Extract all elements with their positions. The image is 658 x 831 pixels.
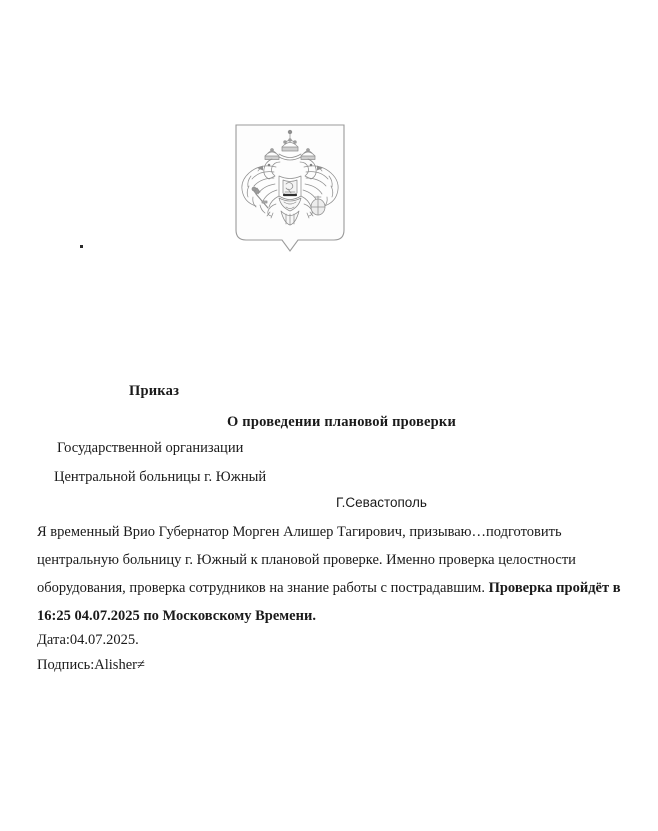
organization-line-2: Центральной больницы г. Южный — [54, 469, 267, 485]
body-text-bold: Проверка пройдёт в 16:25 04.07.2025 по Московскому Времени. — [37, 580, 621, 624]
date-line: Дата:04.07.2025. — [37, 632, 139, 648]
document-subject: О проведении плановой проверки — [227, 414, 457, 430]
body-text-normal: Я временный Врио Губернатор Морген Алишер Тагирович, призываю…подготовить центральную больницу г. Южный к плановой проверке. Именно проверка целостности оборудования, проверка сотрудников на знание работы с пострадавшим. — [37, 524, 576, 596]
signature-line: Подпись:Alisher≠ — [37, 657, 145, 673]
russian-coat-of-arms-icon — [232, 122, 348, 254]
body-paragraph — [37, 518, 625, 630]
stray-dot-mark — [80, 245, 83, 248]
city-line: Г.Севастополь — [336, 495, 427, 510]
coat-of-arms-emblem — [232, 122, 348, 254]
organization-line-1: Государственной организации — [57, 440, 244, 456]
page-title: Приказ — [129, 383, 180, 399]
